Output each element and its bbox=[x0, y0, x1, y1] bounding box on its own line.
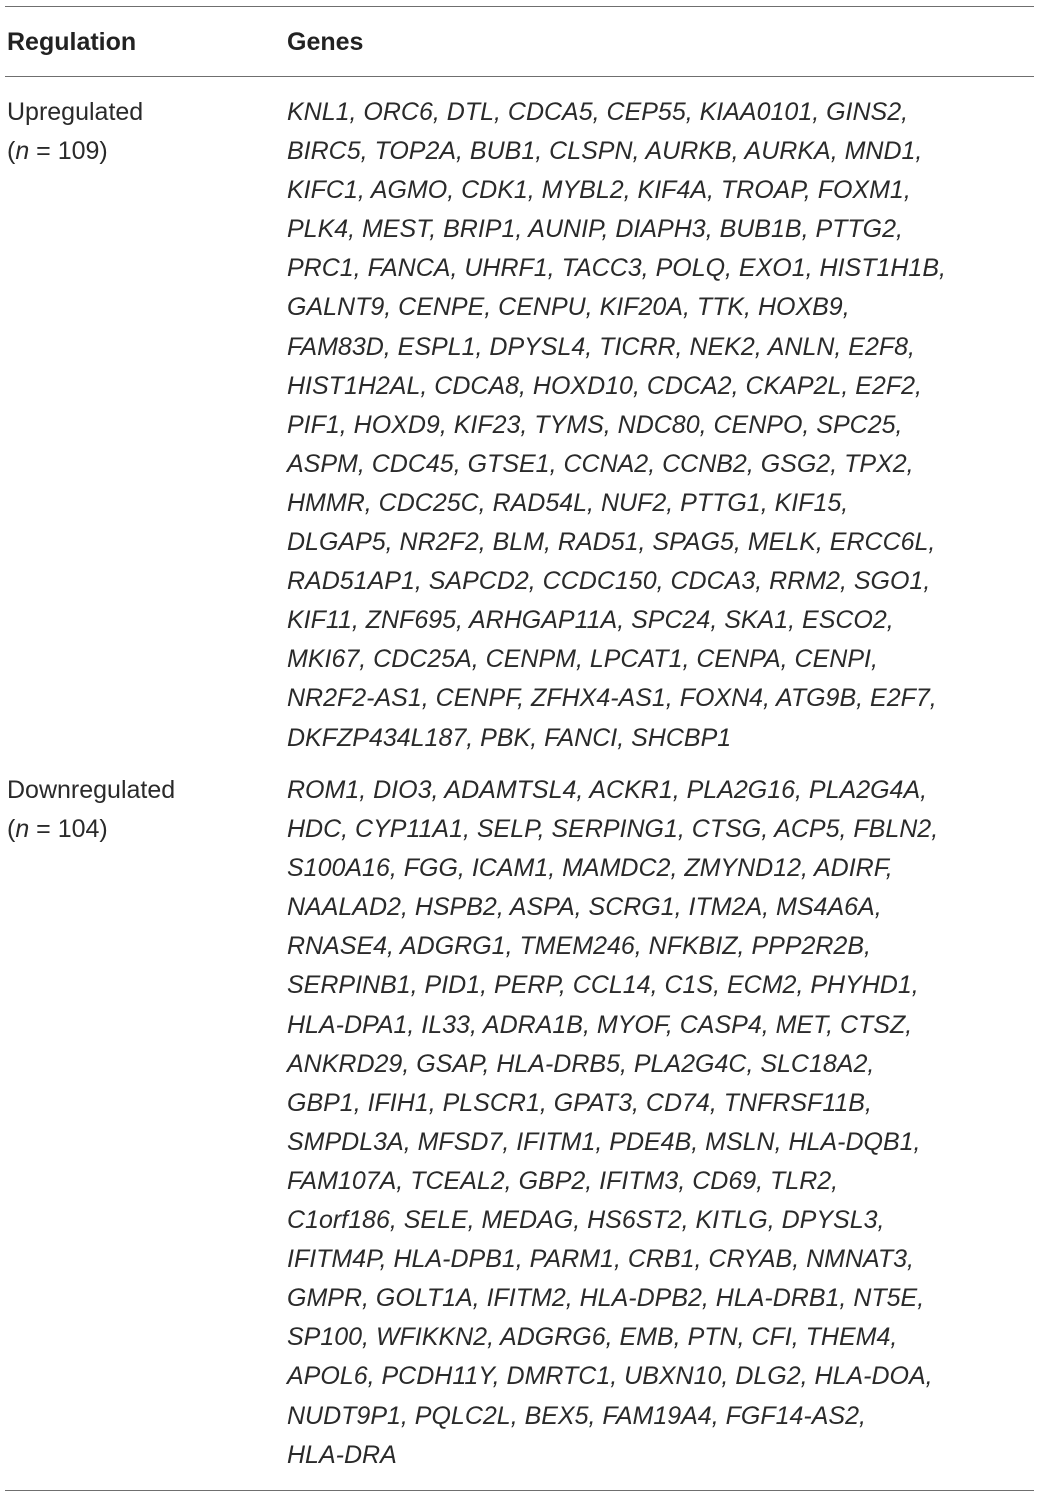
table-header-row bbox=[5, 7, 1034, 76]
gene-line: HIST1H2AL, CDCA8, HOXD10, CDCA2, CKAP2L, E2F2, bbox=[287, 371, 922, 400]
gene-line: NAALAD2, HSPB2, ASPA, SCRG1, ITM2A, MS4A6A, bbox=[287, 893, 882, 922]
gene-regulation-table bbox=[5, 6, 1034, 1491]
gene-line: GMPR, GOLT1A, IFITM2, HLA-DPB2, HLA-DRB1, NT5E, bbox=[287, 1284, 925, 1313]
count-symbol: n bbox=[15, 137, 30, 166]
header-regulation: Regulation bbox=[7, 28, 137, 56]
genes-cell bbox=[287, 771, 1031, 1475]
gene-line: HLA-DRA bbox=[287, 1440, 397, 1469]
gene-line: HDC, CYP11A1, SELP, SERPING1, CTSG, ACP5, FBLN2, bbox=[287, 815, 939, 844]
count-value: = 109) bbox=[29, 137, 108, 166]
gene-line: NUDT9P1, PQLC2L, BEX5, FAM19A4, FGF14-AS2, bbox=[287, 1401, 866, 1430]
regulation-cell bbox=[7, 93, 143, 171]
gene-line: BIRC5, TOP2A, BUB1, CLSPN, AURKB, AURKA, MND1, bbox=[287, 137, 923, 166]
gene-line: SP100, WFIKKN2, ADGRG6, EMB, PTN, CFI, THEM4, bbox=[287, 1323, 898, 1352]
gene-line: RAD51AP1, SAPCD2, CCDC150, CDCA3, RRM2, SGO1, bbox=[287, 567, 931, 596]
gene-line: MKI67, CDC25A, CENPM, LPCAT1, CENPA, CENPI, bbox=[287, 645, 878, 674]
gene-line: SMPDL3A, MFSD7, IFITM1, PDE4B, MSLN, HLA-DQB1, bbox=[287, 1127, 921, 1156]
gene-line: FAM83D, ESPL1, DPYSL4, TICRR, NEK2, ANLN, E2F8, bbox=[287, 332, 915, 361]
gene-line: HLA-DPA1, IL33, ADRA1B, MYOF, CASP4, MET, CTSZ, bbox=[287, 1010, 913, 1039]
gene-count bbox=[7, 132, 143, 171]
gene-line: NR2F2-AS1, CENPF, ZFHX4-AS1, FOXN4, ATG9B, E2F7, bbox=[287, 684, 937, 713]
regulation-cell bbox=[7, 771, 175, 849]
gene-line: KNL1, ORC6, DTL, CDCA5, CEP55, KIAA0101, GINS2, bbox=[287, 98, 909, 126]
gene-line: PIF1, HOXD9, KIF23, TYMS, NDC80, CENPO, SPC25, bbox=[287, 410, 903, 439]
table-row-downregulated bbox=[5, 755, 1034, 1490]
gene-line: GALNT9, CENPE, CENPU, KIF20A, TTK, HOXB9, bbox=[287, 293, 850, 322]
gene-count bbox=[7, 810, 175, 849]
count-symbol: n bbox=[15, 815, 30, 844]
genes-cell bbox=[287, 93, 1031, 758]
bottom-rule bbox=[5, 1490, 1034, 1491]
gene-line: GBP1, IFIH1, PLSCR1, GPAT3, CD74, TNFRSF11B, bbox=[287, 1088, 872, 1117]
table-row-upregulated bbox=[5, 77, 1034, 755]
gene-line: PLK4, MEST, BRIP1, AUNIP, DIAPH3, BUB1B, PTTG2, bbox=[287, 215, 903, 244]
gene-line: ANKRD29, GSAP, HLA-DRB5, PLA2G4C, SLC18A2, bbox=[287, 1049, 875, 1078]
gene-line: KIFC1, AGMO, CDK1, MYBL2, KIF4A, TROAP, FOXM1, bbox=[287, 176, 911, 205]
count-open: ( bbox=[7, 815, 16, 844]
gene-line: DKFZP434L187, PBK, FANCI, SHCBP1 bbox=[287, 723, 732, 752]
count-open: ( bbox=[7, 137, 16, 166]
count-value: = 104) bbox=[29, 815, 108, 844]
header-genes: Genes bbox=[287, 28, 364, 56]
gene-line: APOL6, PCDH11Y, DMRTC1, UBXN10, DLG2, HLA-DOA, bbox=[287, 1362, 933, 1391]
gene-line: HMMR, CDC25C, RAD54L, NUF2, PTTG1, KIF15, bbox=[287, 488, 849, 517]
gene-line: PRC1, FANCA, UHRF1, TACC3, POLQ, EXO1, HIST1H1B, bbox=[287, 254, 946, 283]
gene-line: KIF11, ZNF695, ARHGAP11A, SPC24, SKA1, ESCO2, bbox=[287, 606, 894, 635]
regulation-label: Downregulated bbox=[7, 776, 176, 804]
gene-line: RNASE4, ADGRG1, TMEM246, NFKBIZ, PPP2R2B, bbox=[287, 932, 871, 961]
gene-line: DLGAP5, NR2F2, BLM, RAD51, SPAG5, MELK, ERCC6L, bbox=[287, 528, 936, 557]
gene-line: SERPINB1, PID1, PERP, CCL14, C1S, ECM2, PHYHD1, bbox=[287, 971, 919, 1000]
gene-line: ROM1, DIO3, ADAMTSL4, ACKR1, PLA2G16, PLA2G4A, bbox=[287, 776, 928, 804]
gene-line: IFITM4P, HLA-DPB1, PARM1, CRB1, CRYAB, NMNAT3, bbox=[287, 1245, 915, 1274]
gene-line: FAM107A, TCEAL2, GBP2, IFITM3, CD69, TLR2, bbox=[287, 1166, 839, 1195]
gene-line: S100A16, FGG, ICAM1, MAMDC2, ZMYND12, ADIRF, bbox=[287, 854, 893, 883]
regulation-label: Upregulated bbox=[7, 98, 144, 126]
gene-line: ASPM, CDC45, GTSE1, CCNA2, CCNB2, GSG2, TPX2, bbox=[287, 449, 914, 478]
gene-line: C1orf186, SELE, MEDAG, HS6ST2, KITLG, DPYSL3, bbox=[287, 1206, 885, 1235]
